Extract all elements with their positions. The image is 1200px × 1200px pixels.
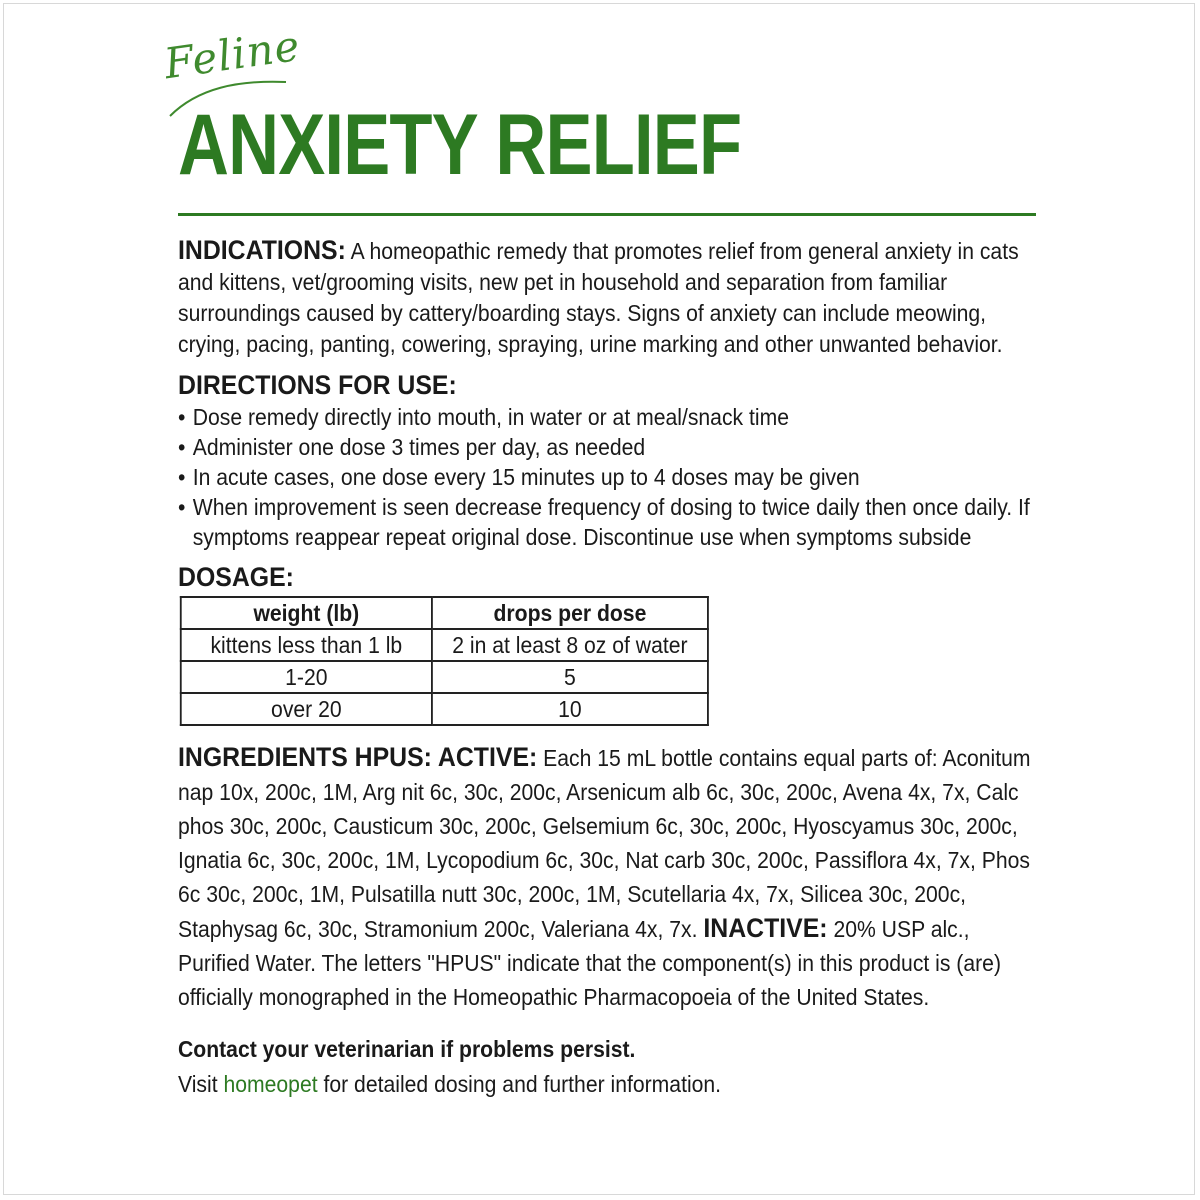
table-cell: 2 in at least 8 oz of water <box>432 629 708 661</box>
table-row <box>181 693 708 725</box>
ingredients-inactive-text: 20% USP alc., Purified Water. The letters "HPUS" indicate that the component(s) in this product is (are) officially monographed in the Homeopathic Pharmacopoeia of the United States. <box>178 916 1001 1010</box>
table-cell: 5 <box>432 661 708 693</box>
table-cell: over 20 <box>181 693 432 725</box>
visit-prefix: Visit <box>178 1071 218 1097</box>
table-row <box>181 629 708 661</box>
indications-text: A homeopathic remedy that promotes relief from general anxiety in cats and kittens, vet/grooming visits, new pet in household and separation from familiar surroundings caused by cattery/boarding stays. Signs of anxiety can include meowing, crying, pacing, panting, cowering, spraying, urine marking and other unwanted behavior. <box>178 238 1019 357</box>
directions-heading: DIRECTIONS FOR USE: <box>178 370 457 400</box>
table-row <box>181 661 708 693</box>
list-item: • Administer one dose 3 times per day, as needed <box>178 432 1038 462</box>
list-item: • Dose remedy directly into mouth, in water or at meal/snack time <box>178 402 1038 432</box>
brand-script-text: Feline <box>161 20 304 89</box>
dosage-heading: DOSAGE: <box>178 562 294 592</box>
indications-section <box>178 235 1038 360</box>
label-body <box>178 235 1038 1102</box>
product-title: ANXIETY RELIEF <box>178 97 742 193</box>
dosage-table <box>180 596 709 726</box>
list-item: • When improvement is seen decrease frequency of dosing to twice daily then once daily. If symptoms reappear repeat original dose. Discontinue use when symptoms subside <box>178 492 1038 552</box>
contact-notice: Contact your veterinarian if problems persist. <box>178 1036 636 1062</box>
table-header-row <box>181 597 708 629</box>
visit-suffix: for detailed dosing and further information. <box>323 1071 722 1097</box>
directions-list <box>178 402 1038 552</box>
ingredients-section <box>178 740 1038 1014</box>
table-cell: kittens less than 1 lb <box>181 629 432 661</box>
table-cell: 1-20 <box>181 661 432 693</box>
column-header: drops per dose <box>432 597 708 629</box>
inactive-heading: INACTIVE: <box>703 913 828 943</box>
list-item: • In acute cases, one dose every 15 minutes up to 4 doses may be given <box>178 462 1038 492</box>
ingredients-heading: INGREDIENTS HPUS: ACTIVE: <box>178 742 538 772</box>
column-header: weight (lb) <box>181 597 432 629</box>
indications-heading: INDICATIONS: <box>178 235 346 265</box>
homeopet-link[interactable]: homeopet <box>223 1071 318 1097</box>
ingredients-active-text: Each 15 mL bottle contains equal parts of: Aconitum nap 10x, 200c, 1M, Arg nit 6c, 30c, 200c, Arsenicum alb 6c, 30c, 200c, Avena 4x, 7x, Calc phos 30c, 200c, Causticum 30c, 200c, Gelsemium 6c, 30c, 200c, Hyoscyamus 30c, 200c, Ignatia 6c, 30c, 200c, 1M, Lycopodium 6c, 30c, Nat carb 30c, 200c, Passiflora 4x, 7x, Phos 6c 30c, 200c, 1M, Pulsatilla nutt 30c, 200c, 1M, Scutellaria 4x, 7x, Silicea 30c, 200c, Staphysag 6c, 30c, Stramonium 200c, Valeriana 4x, 7x. <box>178 745 1031 942</box>
table-cell: 10 <box>432 693 708 725</box>
visit-line <box>178 1066 1038 1102</box>
title-divider <box>178 213 1036 216</box>
